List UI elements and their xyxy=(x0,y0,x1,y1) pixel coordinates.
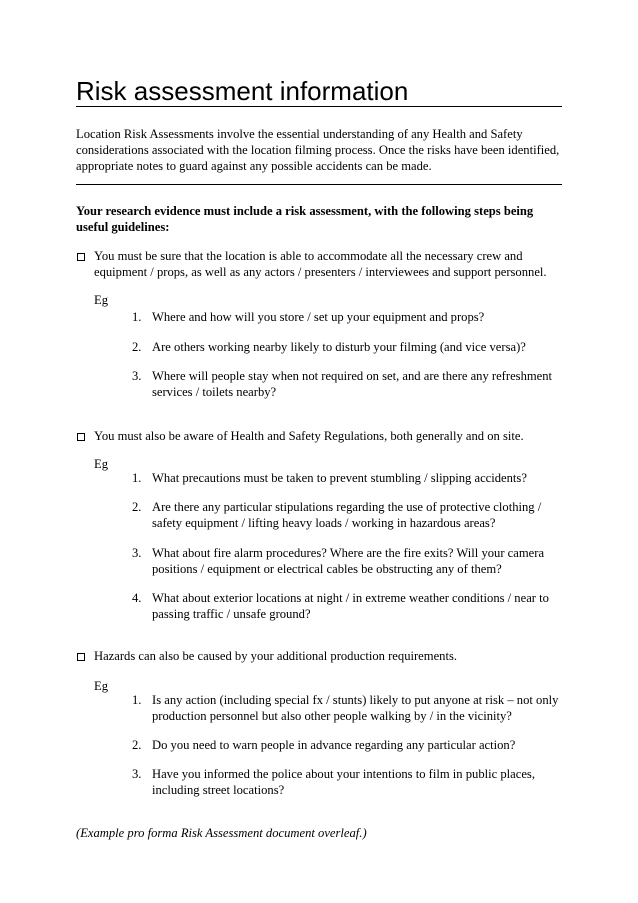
eg-label: Eg xyxy=(94,679,108,693)
list-item-number: 3. xyxy=(132,767,142,781)
footer-note: (Example pro forma Risk Assessment document overleaf.) xyxy=(76,826,367,840)
bullet-text: You must also be aware of Health and Safety Regulations, both generally and on site. xyxy=(94,429,524,443)
eg-label: Eg xyxy=(94,293,108,307)
checkbox-bullet-icon xyxy=(77,433,85,441)
intro-paragraph: Location Risk Assessments involve the essential understanding of any Health and Safety considerations associated with the location filming process. Once the risks have been identified, appropriate notes to guard against any possible accidents can be made. xyxy=(76,127,560,173)
list-item-number: 3. xyxy=(132,369,142,383)
bullet-text: You must be sure that the location is able to accommodate all the necessary crew and equipment / props, as well as any actors / presenters / interviewees and support personnel. xyxy=(94,249,547,279)
list-item-number: 2. xyxy=(132,500,142,514)
list-item-text: Do you need to warn people in advance regarding any particular action? xyxy=(152,738,516,752)
title-underline xyxy=(76,106,562,107)
list-item-text: What about exterior locations at night / in extreme weather conditions / near to passing traffic / unsafe ground? xyxy=(152,591,549,621)
list-item-text: Is any action (including special fx / stunts) likely to put anyone at risk – not only production personnel but also other people walking by / in the vicinity? xyxy=(152,693,559,723)
list-item-number: 1. xyxy=(132,471,142,485)
list-item-text: Have you informed the police about your intentions to film in public places, including street locations? xyxy=(152,767,535,797)
requirement-heading: Your research evidence must include a risk assessment, with the following steps being useful guidelines: xyxy=(76,204,534,234)
section-divider xyxy=(76,184,562,185)
list-item-number: 4. xyxy=(132,591,142,605)
list-item-text: Are others working nearby likely to disturb your filming (and vice versa)? xyxy=(152,340,526,354)
page-title: Risk assessment information xyxy=(76,76,409,106)
list-item-number: 2. xyxy=(132,340,142,354)
list-item-text: What precautions must be taken to prevent stumbling / slipping accidents? xyxy=(152,471,527,485)
list-item-number: 2. xyxy=(132,738,142,752)
checkbox-bullet-icon xyxy=(77,653,85,661)
list-item-number: 3. xyxy=(132,546,142,560)
checkbox-bullet-icon xyxy=(77,253,85,261)
list-item-text: What about fire alarm procedures? Where are the fire exits? Will your camera positions / equipment or electrical cables be obstructing any of them? xyxy=(152,546,545,576)
list-item-number: 1. xyxy=(132,310,142,324)
list-item-text: Where and how will you store / set up your equipment and props? xyxy=(152,310,485,324)
list-item-text: Are there any particular stipulations regarding the use of protective clothing / safety equipment / lifting heavy loads / working in hazardous areas? xyxy=(152,500,542,530)
list-item-text: Where will people stay when not required on set, and are there any refreshment services / toilets nearby? xyxy=(152,369,553,399)
bullet-text: Hazards can also be caused by your additional production requirements. xyxy=(94,649,457,663)
eg-label: Eg xyxy=(94,457,108,471)
list-item-number: 1. xyxy=(132,693,142,707)
